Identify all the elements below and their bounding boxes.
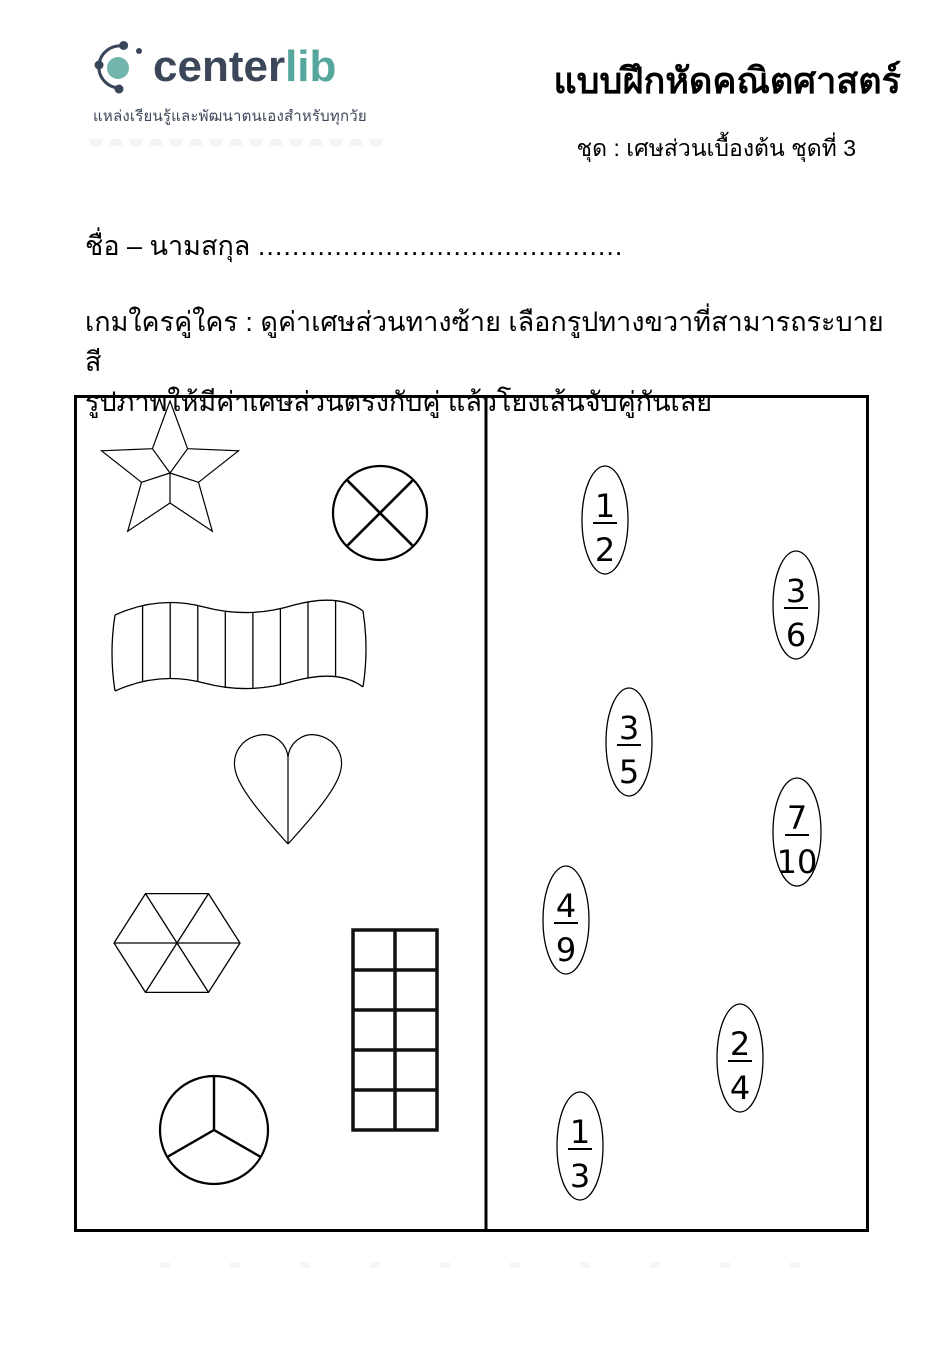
fraction-denominator: 3 — [569, 1157, 591, 1195]
instructions-line-2: รูปภาพให้มีค่าเศษส่วนตรงกับคู่ แล้วโยงเส้นจับคู่กันเลย — [85, 387, 713, 417]
logo-node-bottom — [115, 85, 124, 94]
page-subtitle: ชุด : เศษส่วนเบื้องต้น ชุดที่ 3 — [576, 135, 856, 161]
name-line — [85, 224, 623, 267]
hexagon-shape-6-parts — [114, 894, 240, 993]
fraction-bubble-2-4 — [717, 1004, 763, 1112]
heart-shape-2-parts — [234, 735, 341, 844]
circle-thirds-shape-3-parts — [160, 1076, 268, 1184]
fraction-numerator: 3 — [785, 572, 807, 610]
fraction-bubble-1-2 — [582, 466, 628, 574]
name-fill-dots: ........................................... — [257, 231, 624, 261]
centerlib-logo — [93, 38, 367, 128]
fraction-denominator: 5 — [618, 753, 640, 791]
fraction-bubble-7-10 — [773, 778, 821, 886]
name-label: ชื่อ – นามสกุล — [85, 231, 251, 261]
logo-tagline: แหล่งเรียนรู้และพัฒนาตนเองสำหรับทุกวัย — [93, 108, 367, 125]
matching-worksheet-box — [74, 395, 869, 1232]
fraction-denominator: 9 — [555, 931, 577, 969]
page-title: แบบฝึกหัดคณิตศาสตร์ — [553, 60, 901, 101]
fraction-bubble-3-5 — [606, 688, 652, 796]
centerlib-logo-icon — [93, 38, 147, 96]
faint-print-artifact-top — [90, 139, 390, 146]
fraction-bubble-1-3 — [557, 1092, 603, 1200]
fraction-denominator: 2 — [594, 531, 616, 569]
logo-node-left — [95, 61, 104, 70]
logo-teal-dot — [107, 57, 129, 79]
faint-print-artifact-bottom — [160, 1262, 830, 1268]
fraction-numerator: 7 — [786, 799, 808, 837]
logo-node-small — [136, 48, 142, 54]
logo-word-center: center — [153, 42, 286, 91]
fraction-numerator: 4 — [555, 887, 577, 925]
logo-node-top — [119, 41, 128, 50]
fraction-denominator: 6 — [785, 616, 807, 654]
title-block — [553, 52, 901, 167]
fraction-bubble-3-6 — [773, 551, 819, 659]
logo-wordmark — [153, 42, 337, 91]
fraction-numerator: 2 — [729, 1025, 751, 1063]
fraction-denominator: 4 — [729, 1069, 751, 1107]
grid-rectangle-shape-10-parts — [353, 930, 437, 1130]
wavy-banner-shape-9-parts — [112, 600, 366, 691]
star-shape-5-parts — [102, 401, 239, 531]
fraction-numerator: 1 — [569, 1113, 591, 1151]
instructions-line-1: เกมใครคู่ใคร : ดูค่าเศษส่วนทางซ้าย เลือกรูปทางขวาที่สามารถระบายสี — [85, 307, 884, 377]
fraction-numerator: 3 — [618, 709, 640, 747]
logo-word-lib: lib — [285, 42, 337, 91]
circle-cross-shape-4-parts — [333, 466, 427, 560]
fraction-numerator: 1 — [594, 487, 616, 525]
fraction-denominator: 10 — [776, 843, 818, 881]
fraction-bubble-4-9 — [543, 866, 589, 974]
